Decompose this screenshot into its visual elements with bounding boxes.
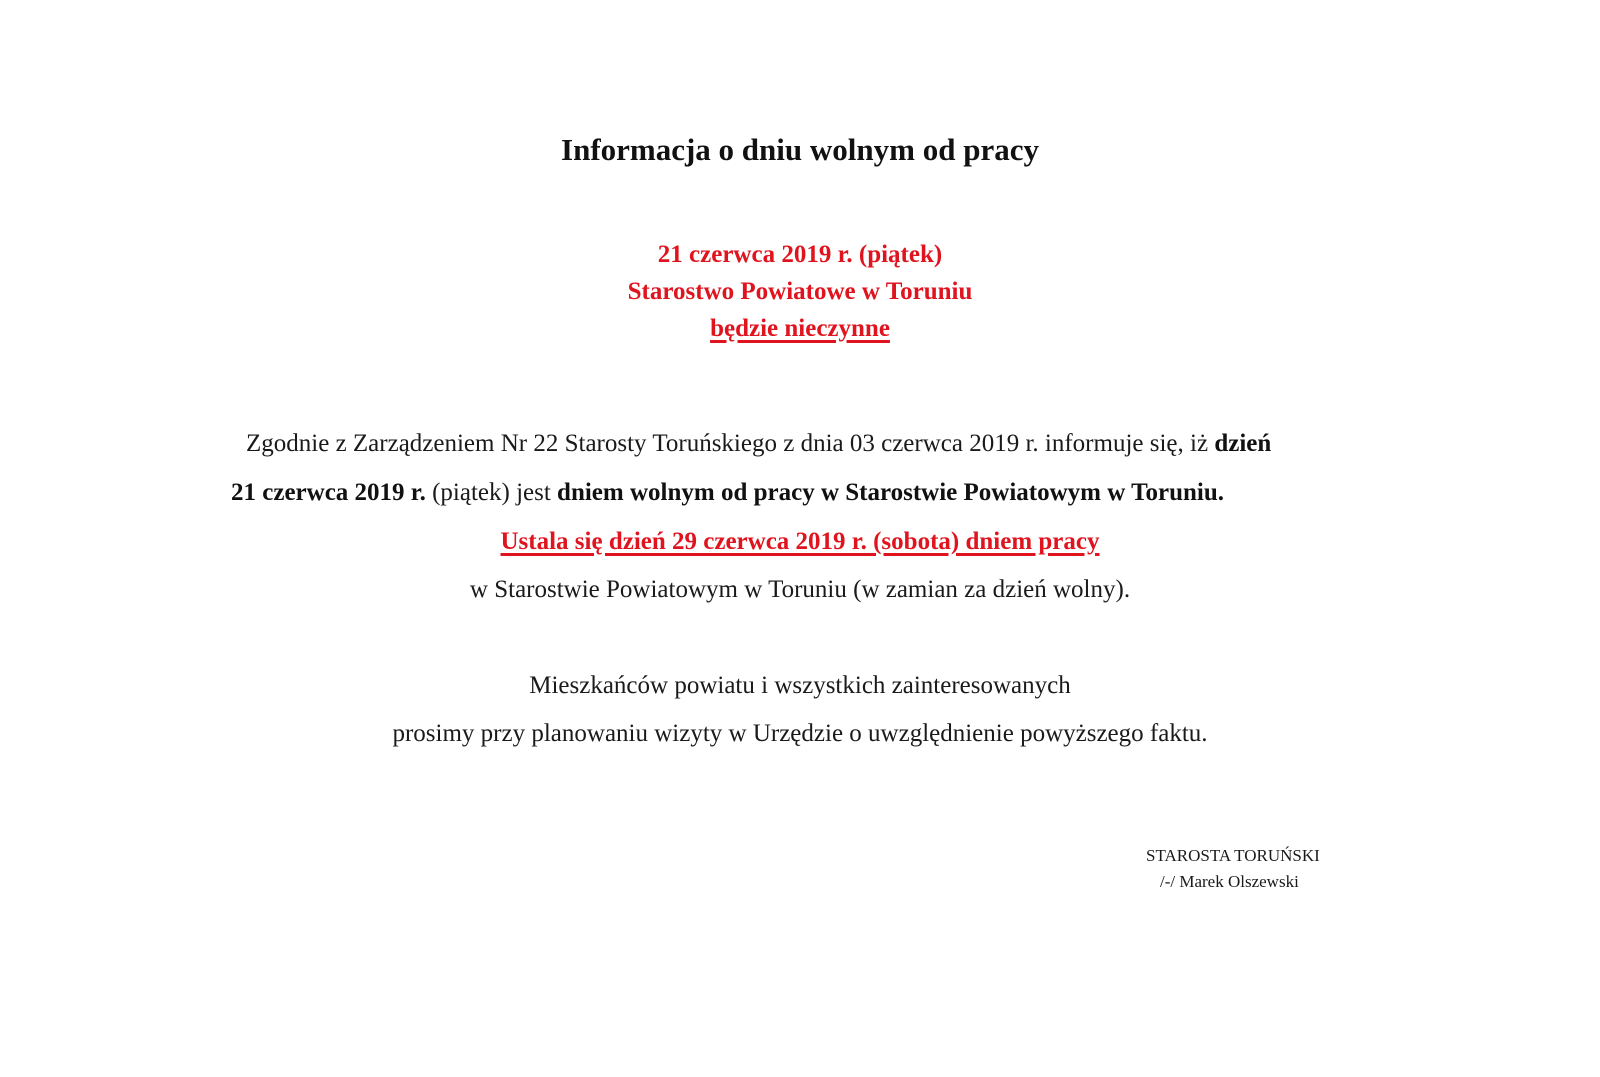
page-title: Informacja o dniu wolnym od pracy <box>561 132 1039 167</box>
body-line-2-text: (piątek) jest <box>425 479 558 506</box>
notice-office: Starostwo Powiatowe w Toruniu <box>627 278 973 305</box>
body-line-2-bold: dniem wolnym od pracy w Starostwie Powiatowym w Toruniu. <box>557 479 1224 506</box>
appeal-line-1: Mieszkańców powiatu i wszystkich zainteresowanych <box>529 672 1071 699</box>
appeal-line-2: prosimy przy planowaniu wizyty w Urzędzie o uwzględnienie powyższego faktu. <box>392 720 1208 747</box>
body-line-1-bold: dzień <box>1214 430 1272 457</box>
body-line-2 <box>231 477 1224 509</box>
notice-status: będzie nieczynne <box>710 315 890 342</box>
notice-date: 21 czerwca 2019 r. (piątek) <box>657 241 943 268</box>
working-day-highlight: Ustala się dzień 29 czerwca 2019 r. (sobota) dniem pracy <box>500 528 1100 555</box>
body-line-2-date: 21 czerwca 2019 r. <box>231 479 426 506</box>
signature-role: STAROSTA TORUŃSKI <box>1146 846 1320 865</box>
body-line-4: w Starostwie Powiatowym w Toruniu (w zamian za dzień wolny). <box>469 576 1131 603</box>
signature-name: /-/ Marek Olszewski <box>1160 872 1299 891</box>
notice-status-wrap <box>0 310 1600 347</box>
body-line-3 <box>0 526 1600 558</box>
closure-notice <box>0 236 1600 347</box>
body-line-1-text: Zgodnie z Zarządzeniem Nr 22 Starosty Toruńskiego z dnia 03 czerwca 2019 r. informuje się, iż <box>246 430 1215 457</box>
body-line-1 <box>246 428 1271 460</box>
